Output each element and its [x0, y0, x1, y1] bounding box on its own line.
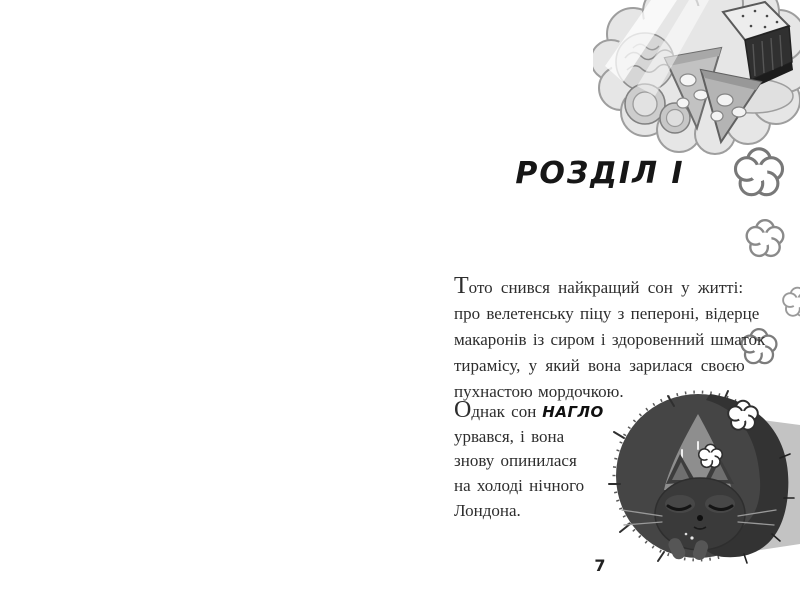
text-line: Лондона. [454, 500, 521, 520]
chapter-title: РОЗДІЛ І [515, 156, 685, 191]
flower-decoration-icon [732, 146, 786, 200]
paragraph-2 [454, 398, 604, 524]
text-line [454, 398, 604, 425]
flower-decoration-icon [781, 286, 800, 319]
paragraph-1 [454, 273, 765, 405]
emphasized-word: НАГЛО [542, 403, 604, 421]
text-line: Тото снився найкращий сон у житті: [454, 273, 744, 299]
text-line: знову опинилася [454, 451, 577, 471]
text-line: макаронів із сиром і здоровенний шматок [454, 330, 766, 349]
text-line: тирамісу, у який вона зарилася своєю [454, 356, 745, 375]
text-line: пухнастою мордочкою. [454, 382, 624, 401]
sleeping-cat-illustration [604, 388, 800, 566]
text-line: про велетенську піцу з пепероні, відерце [454, 304, 760, 323]
text-segment: Однак сон [454, 397, 537, 423]
flower-decoration-icon [744, 218, 786, 260]
dream-cloud-food-illustration [593, 0, 800, 155]
text-line: на холоді нічного [454, 476, 585, 496]
text-line: урвався, і вона [454, 426, 565, 446]
page-number: 7 [594, 556, 606, 575]
